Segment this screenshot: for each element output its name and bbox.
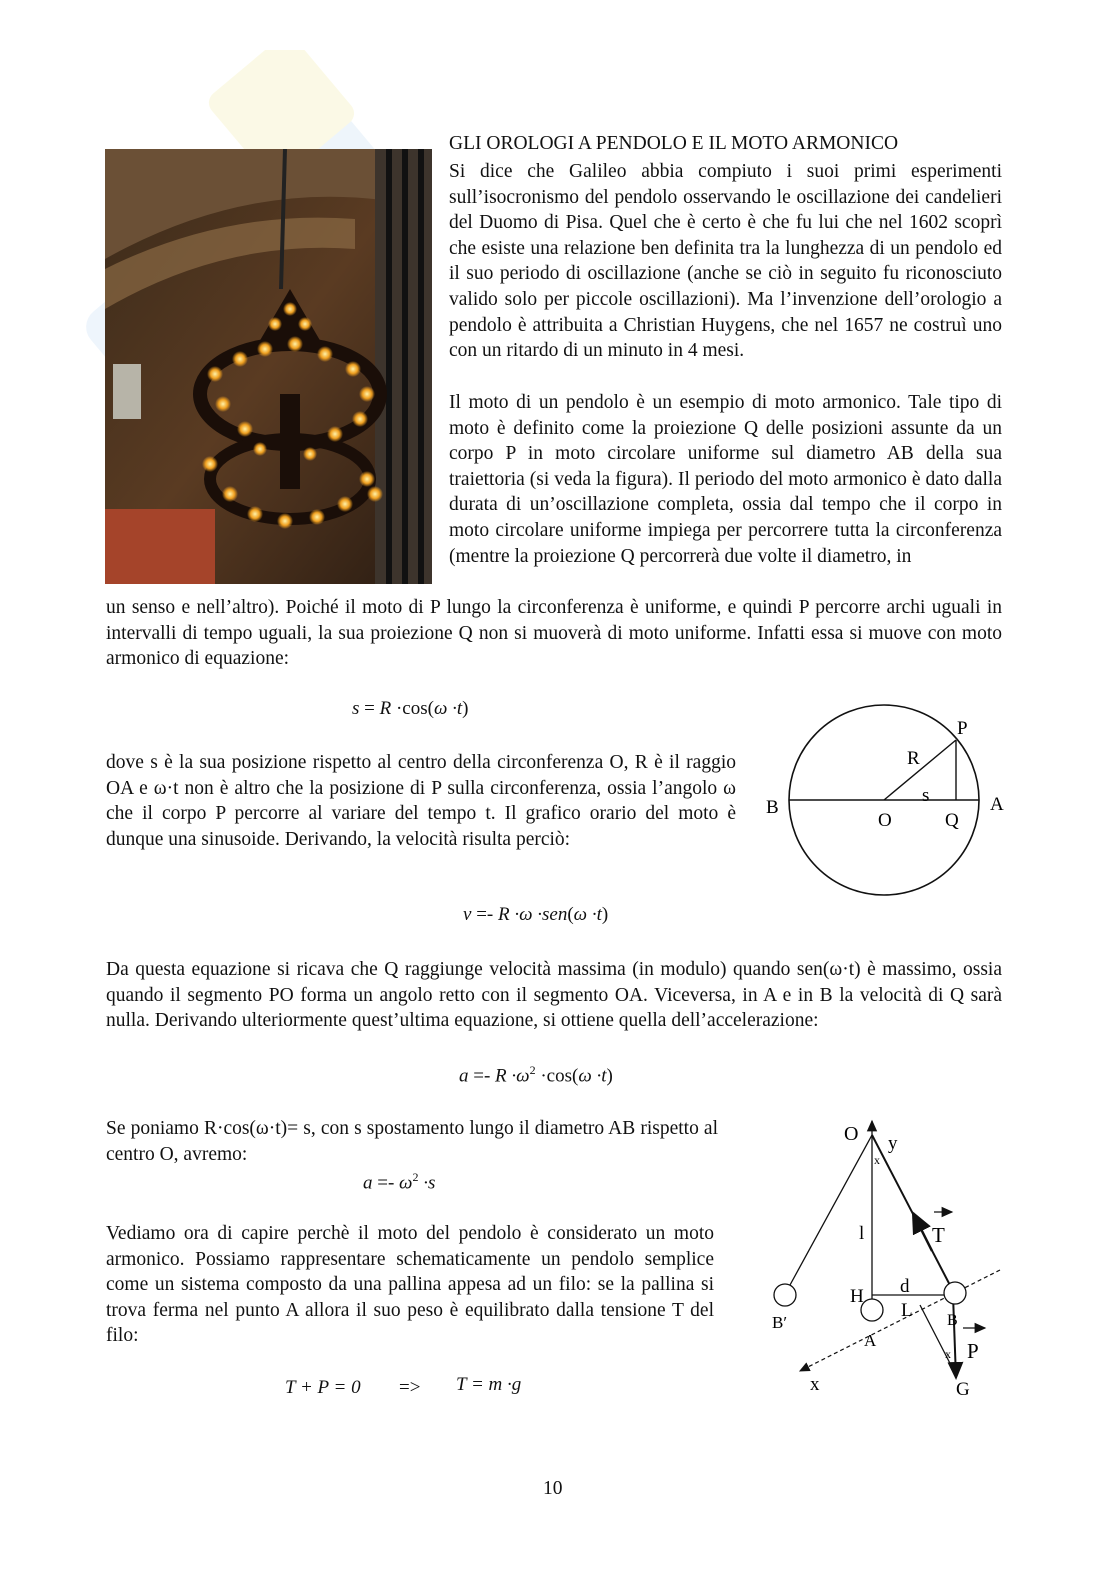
equation-acceleration: $a =- R \cdot\omega^2 \cdot\cos(\omega \cdot t)$: [459, 1063, 613, 1087]
page-title: GLI OROLOGI A PENDOLO E IL MOTO ARMONICO: [449, 133, 899, 154]
paragraph-velocita: Da questa equazione si ricava che Q raggiunge velocità massima (in modulo) quando sen(ω·t) è massimo, ossia quando il segmento PO forma un angolo retto con il segmento OA. Viceversa, in A e in B la velocità di Q sarà nulla. Derivando ulteriormente quest’ultima equazione, si ottiene quella dell’accelerazione:: [106, 959, 1002, 1032]
label-a: A: [864, 1331, 877, 1350]
equation-acceleration-s: $a =- \omega^2 \cdot s$: [363, 1170, 436, 1194]
label-b: B: [947, 1312, 958, 1329]
label-t: T: [932, 1223, 945, 1247]
label-l-point: L: [901, 1300, 913, 1321]
page-number: 10: [543, 1478, 563, 1499]
label-s: s: [922, 785, 930, 806]
string-to-b: [872, 1135, 953, 1291]
equation-velocity: v =- R ·ω ·sen(ω ·t): [463, 904, 609, 925]
label-b: B: [766, 797, 779, 818]
ball-b-prime: [774, 1284, 796, 1306]
label-q: Q: [945, 810, 959, 831]
label-angle-x-small: x: [945, 1347, 951, 1361]
paragraph-poniamo: Se poniamo R·cos(ω·t)= s, con s spostamento lungo il diametro AB rispetto al centro O, avremo:: [106, 1118, 718, 1165]
equation-equilibrium: T + P = 0: [285, 1377, 361, 1398]
label-o: O: [844, 1123, 859, 1145]
string-to-b-prime: [790, 1135, 872, 1285]
ball-b: [944, 1282, 966, 1304]
label-angle-x-top: x: [874, 1153, 880, 1167]
paragraph-intro: Si dice che Galileo abbia compiuto i suoi primi esperimenti sull’isocronismo del pendolo osservando le oscillazione dei candelieri del Duomo di Pisa. Quel che è certo è che fu lui che nel 1602 scoprì che esiste una relazione ben definita tra la lunghezza di un pendolo ed il suo periodo di oscillazione (anche se ciò in seguito fu riconosciuto valido solo per piccole oscillazioni). Ma l’invenzione dell’orologio a pendolo è attribuita a Christian Huygens, che nel 1657 ne costruì uno con un ritardo di un minuto in 4 mesi.: [449, 161, 1002, 362]
label-g: G: [956, 1379, 970, 1400]
label-r: R: [907, 748, 920, 769]
label-l: l: [859, 1223, 865, 1244]
label-p: P: [967, 1339, 979, 1363]
ball-a: [861, 1299, 883, 1321]
label-d: d: [900, 1276, 910, 1297]
label-x-axis: x: [810, 1374, 820, 1395]
label-o: O: [878, 810, 892, 831]
label-y: y: [888, 1133, 898, 1154]
equation-position: s = R ·cos(ω ·t): [352, 698, 469, 719]
label-p: P: [957, 718, 968, 739]
tension-vector: [913, 1213, 932, 1251]
circle-diagram: [760, 700, 1020, 900]
label-b-prime: B′: [772, 1313, 788, 1332]
paragraph-vediamo: Vediamo ora di capire perchè il moto del pendolo è considerato un moto armonico. Possiamo rappresentare schematicamente un pendolo semplice come un sistema composto da una pallina appesa ad un filo: se la pallina si trova ferma nel punto A allora il suo peso è equilibrato dalla tensione T del filo:: [106, 1223, 714, 1347]
paragraph-moto-armonico: Il moto di un pendolo è un esempio di moto armonico. Tale tipo di moto è definito come la proiezione Q delle posizioni assunte da un corpo P in moto circolare uniforme sul diametro AB della sua traiettoria (si veda la figura). Il periodo del moto armonico è dato dalla durata di un’oscillazione completa, ossia dal tempo che il corpo in moto circolare uniforme impiega per percorrere tutta la circonferenza (mentre la proiezione Q percorrerà due volte il diametro, in: [449, 392, 1002, 567]
radius-op: [884, 740, 956, 800]
equation-tension: T = m ·g: [456, 1374, 522, 1395]
label-a: A: [990, 794, 1004, 815]
chandelier-photo: [105, 149, 432, 584]
label-h: H: [850, 1286, 864, 1307]
pendulum-diagram: [760, 1115, 1020, 1405]
paragraph-dove: dove s è la sua posizione rispetto al centro della circonferenza O, R è il raggio OA e ω·t non è altro che la posizione di P sulla circonferenza, ossia l’angolo ω che il corpo P percorre al variare del tempo t. Il grafico orario del moto è dunque una sinusoide. Derivando, la velocità risulta perciò:: [106, 752, 736, 850]
weight-vector: [953, 1295, 956, 1378]
paragraph-moto-armonico-cont: un senso e nell’altro). Poiché il moto di P lungo la circonferenza è uniforme, e quindi P percorre archi uguali in intervalli di tempo uguali, la sua proiezione Q non si muoverà di moto uniforme. Infatti essa si muove con moto armonico di equazione:: [106, 597, 1002, 670]
equation-implies: =>: [399, 1377, 421, 1398]
